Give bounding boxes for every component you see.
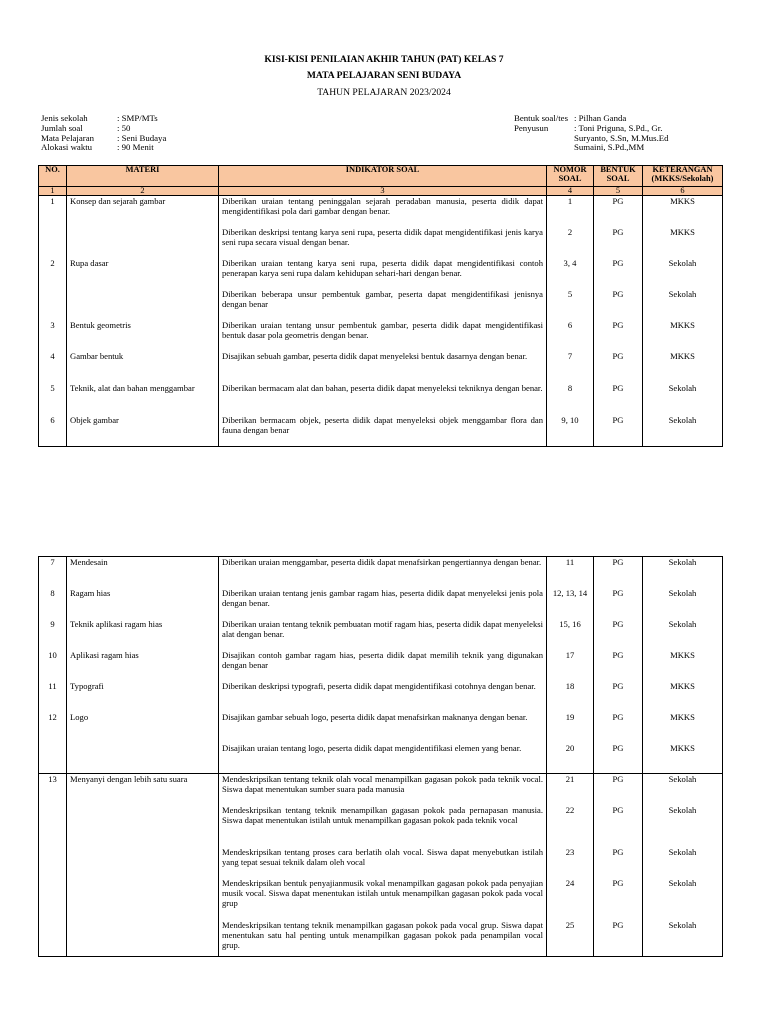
cell-no: [39, 920, 67, 957]
cell-nomor: 6: [547, 320, 594, 351]
cell-keterangan: Sekolah: [643, 258, 723, 289]
table-row: [39, 415, 723, 447]
cell-materi: [67, 289, 219, 320]
col-header-indikator: INDIKATOR SOAL: [219, 166, 547, 187]
col-header-no: NO.: [39, 166, 67, 187]
cell-bentuk: PG: [594, 805, 643, 847]
cell-materi: Logo: [67, 712, 219, 743]
cell-no: 4: [39, 351, 67, 383]
cell-bentuk: PG: [594, 619, 643, 650]
cell-bentuk: PG: [594, 289, 643, 320]
cell-indikator: Mendeskripsikan tentang teknik olah vocal menampilkan gagasan pokok pada teknik vocal. Siswa dapat menentukan sumber suara pada manusia: [219, 774, 547, 805]
cell-no: 6: [39, 415, 67, 447]
cell-nomor: 19: [547, 712, 594, 743]
cell-indikator: Disajikan gambar sebuah logo, peserta didik dapat menafsirkan maknanya dengan benar.: [219, 712, 547, 743]
cell-nomor: 15, 16: [547, 619, 594, 650]
meta-value: : 50: [117, 122, 131, 133]
table-row: [39, 196, 723, 227]
cell-no: 12: [39, 712, 67, 743]
cell-no: 10: [39, 650, 67, 681]
cell-nomor: 8: [547, 383, 594, 415]
cell-materi: [67, 743, 219, 774]
cell-keterangan: Sekolah: [643, 619, 723, 650]
cell-materi: [67, 805, 219, 847]
cell-bentuk: PG: [594, 920, 643, 957]
cell-materi: [67, 227, 219, 258]
cell-keterangan: Sekolah: [643, 920, 723, 957]
table-row: [39, 920, 723, 957]
table-row: [39, 774, 723, 805]
cell-bentuk: PG: [594, 847, 643, 878]
table-row: [39, 351, 723, 383]
cell-nomor: 17: [547, 650, 594, 681]
meta-value: : SMP/MTs: [117, 113, 158, 123]
meta-right: [514, 113, 669, 152]
cell-bentuk: PG: [594, 681, 643, 712]
cell-indikator: Mendeskripsikan tentang teknik menampilkan gagasan pokok pada vocal grup. Siswa dapat menentukan satu hal penting untuk menampilkan gagasan pokok pada penampilan vocal grup.: [219, 920, 547, 957]
cell-materi: Ragam hias: [67, 588, 219, 619]
meta-key: Bentuk soal/tes: [514, 113, 568, 123]
cell-bentuk: PG: [594, 588, 643, 619]
cell-materi: Mendesain: [67, 557, 219, 588]
meta-value: Suryanto, S.Sn, M.Mus.Ed: [574, 132, 669, 143]
cell-nomor: 3, 4: [547, 258, 594, 289]
cell-nomor: 9, 10: [547, 415, 594, 447]
cell-keterangan: Sekolah: [643, 805, 723, 847]
cell-bentuk: PG: [594, 258, 643, 289]
cell-no: 3: [39, 320, 67, 351]
cell-bentuk: PG: [594, 774, 643, 805]
table-row: [39, 289, 723, 320]
cell-keterangan: MKKS: [643, 320, 723, 351]
cell-materi: Bentuk geometris: [67, 320, 219, 351]
cell-keterangan: Sekolah: [643, 774, 723, 805]
meta-row-subject: [41, 133, 166, 143]
cell-nomor: 5: [547, 289, 594, 320]
col-header-materi: MATERI: [67, 166, 219, 187]
cell-indikator: Diberikan bermacam objek, peserta didik dapat menyeleksi objek menggambar flora dan fauna dengan benar: [219, 415, 547, 447]
cell-indikator: Diberikan bermacam alat dan bahan, peserta didik dapat menyeleksi tekniknya dengan benar.: [219, 383, 547, 415]
document-year: TAHUN PELAJARAN 2023/2024: [317, 87, 451, 98]
cell-no: 1: [39, 196, 67, 227]
cell-keterangan: MKKS: [643, 681, 723, 712]
grid-table-page-1: [38, 165, 723, 447]
table-row: [39, 681, 723, 712]
cell-no: 9: [39, 619, 67, 650]
cell-no: 5: [39, 383, 67, 415]
cell-keterangan: MKKS: [643, 227, 723, 258]
document-title: KISI-KISI PENILAIAN AKHIR TAHUN (PAT) KELAS 7: [264, 54, 504, 65]
cell-no: 8: [39, 588, 67, 619]
col-number: 1: [39, 187, 67, 196]
column-number-row: [39, 187, 723, 196]
cell-indikator: Disajikan sebuah gambar, peserta didik dapat menyeleksi bentuk dasarnya dengan benar.: [219, 351, 547, 383]
cell-nomor: 21: [547, 774, 594, 805]
meta-value: : Toni Priguna, S.Pd., Gr.: [574, 122, 663, 133]
cell-materi: Teknik, alat dan bahan menggambar: [67, 383, 219, 415]
meta-row-time: [41, 142, 166, 152]
cell-bentuk: PG: [594, 743, 643, 774]
meta-row-count: [41, 123, 166, 133]
table-row: [39, 320, 723, 351]
table-row: [39, 619, 723, 650]
cell-keterangan: MKKS: [643, 712, 723, 743]
cell-nomor: 12, 13, 14: [547, 588, 594, 619]
cell-no: [39, 847, 67, 878]
table-row: [39, 588, 723, 619]
cell-keterangan: Sekolah: [643, 289, 723, 320]
table-row: [39, 805, 723, 847]
cell-bentuk: PG: [594, 351, 643, 383]
cell-no: [39, 878, 67, 920]
meta-value: Sumaini, S.Pd.,MM: [574, 142, 645, 153]
cell-materi: Objek gambar: [67, 415, 219, 447]
cell-bentuk: PG: [594, 320, 643, 351]
cell-no: [39, 289, 67, 320]
cell-bentuk: PG: [594, 712, 643, 743]
cell-bentuk: PG: [594, 650, 643, 681]
cell-no: [39, 805, 67, 847]
meta-value: : Seni Budaya: [117, 132, 167, 143]
cell-nomor: 23: [547, 847, 594, 878]
cell-bentuk: PG: [594, 878, 643, 920]
cell-bentuk: PG: [594, 383, 643, 415]
cell-keterangan: Sekolah: [643, 383, 723, 415]
cell-no: 13: [39, 774, 67, 805]
cell-keterangan: Sekolah: [643, 415, 723, 447]
meta-row-form: [514, 113, 669, 123]
document-subject: MATA PELAJARAN SENI BUDAYA: [306, 70, 462, 81]
cell-materi: Rupa dasar: [67, 258, 219, 289]
cell-indikator: Diberikan uraian tentang peninggalan sejarah peradaban manusia, peserta didik dapat mengidentifikasi pola dari gambar dengan benar.: [219, 196, 547, 227]
cell-indikator: Diberikan uraian tentang unsur pembentuk gambar, peserta didik dapat mengidentifikasi bentuk dasar pola geometris dengan benar.: [219, 320, 547, 351]
cell-nomor: 2: [547, 227, 594, 258]
cell-bentuk: PG: [594, 557, 643, 588]
cell-indikator: Diberikan uraian tentang karya seni rupa, peserta didik dapat mengidentifikasi contoh penerapan karya seni rupa dalam kehidupan sehari-hari dengan benar.: [219, 258, 547, 289]
cell-keterangan: Sekolah: [643, 847, 723, 878]
cell-indikator: Disajikan contoh gambar ragam hias, peserta didik dapat memilih teknik yang digunakan dengan benar: [219, 650, 547, 681]
col-number: 6: [643, 187, 723, 196]
cell-nomor: 20: [547, 743, 594, 774]
cell-keterangan: Sekolah: [643, 557, 723, 588]
cell-bentuk: PG: [594, 415, 643, 447]
cell-indikator: Diberikan deskripsi tentang karya seni rupa, peserta didik dapat mengidentifikasi jenis karya seni rupa secara visual dengan benar.: [219, 227, 547, 258]
cell-keterangan: MKKS: [643, 351, 723, 383]
cell-nomor: 1: [547, 196, 594, 227]
cell-materi: Teknik aplikasi ragam hias: [67, 619, 219, 650]
cell-nomor: 22: [547, 805, 594, 847]
cell-no: 7: [39, 557, 67, 588]
cell-nomor: 24: [547, 878, 594, 920]
meta-value: : Pilhan Ganda: [574, 113, 627, 123]
table-row: [39, 227, 723, 258]
col-header-nomor: NOMOR SOAL: [547, 166, 594, 187]
table-row: [39, 557, 723, 588]
col-number: 5: [594, 187, 643, 196]
cell-materi: [67, 920, 219, 957]
cell-indikator: Diberikan uraian menggambar, peserta didik dapat menafsirkan pengertiannya dengan benar.: [219, 557, 547, 588]
meta-key: Penyusun: [514, 122, 549, 133]
cell-no: [39, 743, 67, 774]
col-number: 3: [219, 187, 547, 196]
meta-value: : 90 Menit: [117, 142, 154, 153]
cell-indikator: Diberikan uraian tentang jenis gambar ragam hias, peserta didik dapat menyeleksi jenis pola dengan benar.: [219, 588, 547, 619]
cell-indikator: Mendeskripsikan bentuk penyajianmusik vokal menampilkan gagasan pokok pada penyajian musik vocal. Siswa dapat menentukan istilah untuk menampilkan gagasan pokok pada vocal grup: [219, 878, 547, 920]
cell-materi: Gambar bentuk: [67, 351, 219, 383]
meta-row-author-3: [514, 142, 669, 152]
cell-bentuk: PG: [594, 196, 643, 227]
meta-key: Alokasi waktu: [41, 142, 93, 153]
cell-nomor: 25: [547, 920, 594, 957]
cell-keterangan: Sekolah: [643, 588, 723, 619]
meta-key: Jumlah soal: [41, 122, 83, 133]
meta-left: [41, 113, 166, 152]
cell-nomor: 11: [547, 557, 594, 588]
cell-no: [39, 227, 67, 258]
cell-keterangan: MKKS: [643, 743, 723, 774]
cell-no: 11: [39, 681, 67, 712]
col-number: 2: [67, 187, 219, 196]
cell-indikator: Diberikan uraian tentang teknik pembuatan motif ragam hias, peserta didik dapat menyeleksi alat dengan benar.: [219, 619, 547, 650]
cell-keterangan: Sekolah: [643, 878, 723, 920]
meta-row-author: [514, 123, 669, 133]
meta-key: Jenis sekolah: [41, 113, 88, 123]
table-row: [39, 712, 723, 743]
cell-keterangan: MKKS: [643, 196, 723, 227]
table-row: [39, 743, 723, 774]
cell-indikator: Disajikan uraian tentang logo, peserta didik dapat mengidentifikasi elemen yang benar.: [219, 743, 547, 774]
table-row: [39, 383, 723, 415]
meta-key: Mata Pelajaran: [41, 132, 95, 143]
cell-indikator: Mendeskripsikan tentang teknik menampilkan gagasan pokok pada pernapasan manusia. Siswa dapat menentukan istilah untuk menampilkan gagasan pokok pada teknik vocal: [219, 805, 547, 847]
table-row: [39, 878, 723, 920]
cell-nomor: 7: [547, 351, 594, 383]
table-row: [39, 847, 723, 878]
col-header-bentuk: BENTUK SOAL: [594, 166, 643, 187]
table-row: [39, 650, 723, 681]
cell-bentuk: PG: [594, 227, 643, 258]
table-header-row: [39, 166, 723, 187]
cell-nomor: 18: [547, 681, 594, 712]
cell-materi: Konsep dan sejarah gambar: [67, 196, 219, 227]
cell-keterangan: MKKS: [643, 650, 723, 681]
meta-row-school: [41, 113, 166, 123]
grid-table-page-2: [38, 556, 723, 957]
cell-indikator: Mendeskripsikan tentang proses cara berlatih olah vocal. Siswa dapat menyebutkan istilah yang tepat sesuai teknik dalam oleh vocal: [219, 847, 547, 878]
cell-indikator: Diberikan deskripsi typografi, peserta didik dapat mengidentifikasi cotohnya dengan benar.: [219, 681, 547, 712]
cell-materi: Menyanyi dengan lebih satu suara: [67, 774, 219, 805]
cell-materi: [67, 878, 219, 920]
cell-materi: Aplikasi ragam hias: [67, 650, 219, 681]
cell-indikator: Diberikan beberapa unsur pembentuk gambar, peserta dapat mengidentifikasi jenisnya dengan benar: [219, 289, 547, 320]
meta-row-author-2: [514, 133, 669, 143]
col-number: 4: [547, 187, 594, 196]
table-row: [39, 258, 723, 289]
cell-materi: Typografi: [67, 681, 219, 712]
col-header-keterangan: KETERANGAN (MKKS/Sekolah): [643, 166, 723, 187]
cell-materi: [67, 847, 219, 878]
cell-no: 2: [39, 258, 67, 289]
